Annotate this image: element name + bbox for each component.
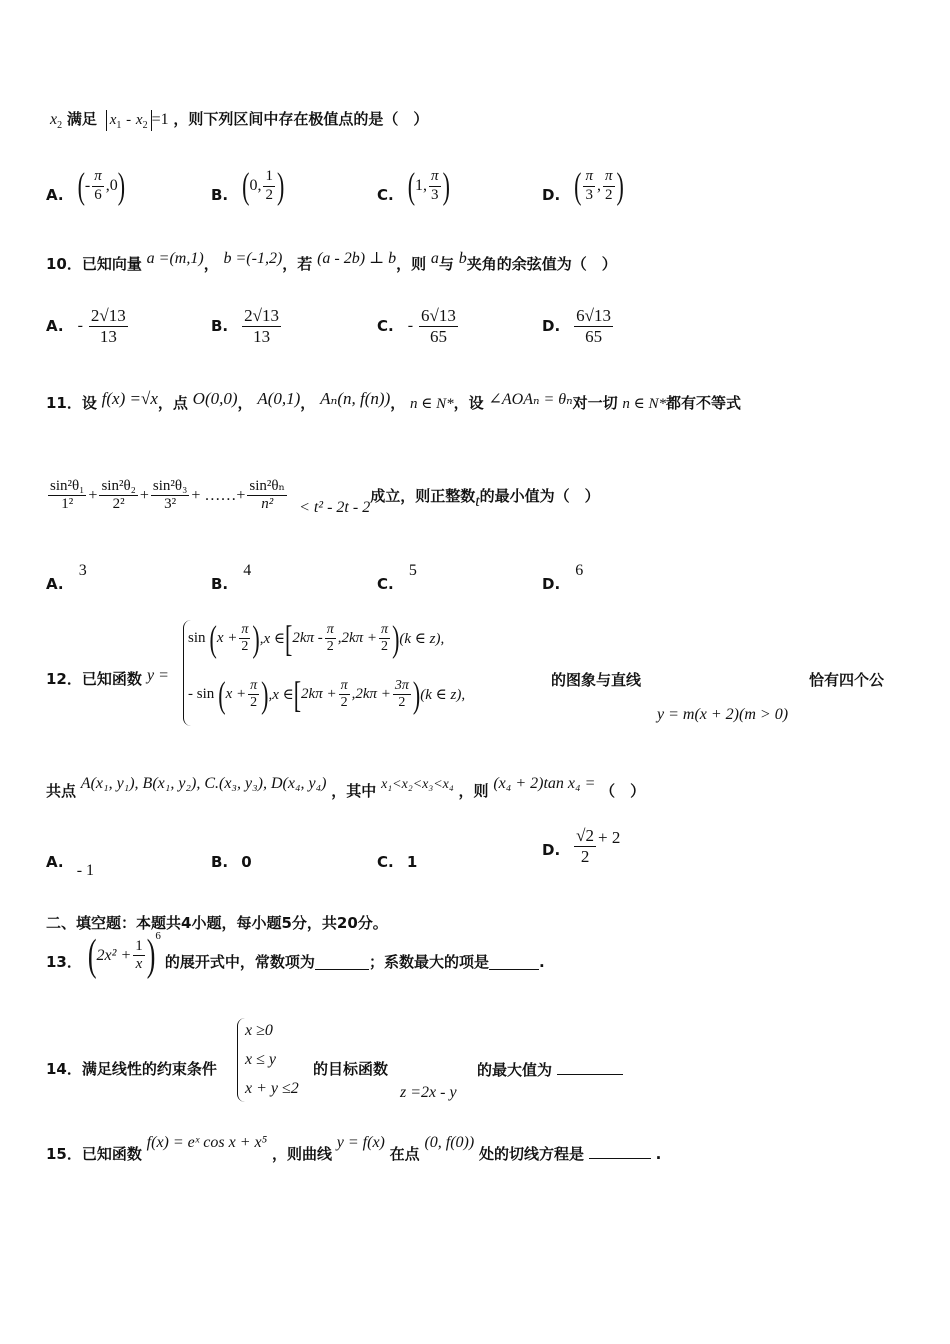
q15-stem: 15．已知函数 f(x) = eˣ cos x + x⁵ ，则曲线 y = f(x) 在点 (0, f(0)) 处的切线方程是 . <box>46 1134 662 1163</box>
q12-piece-2: - sin ( x + $\frac{\pi}{2}$ ) ,x ∈ [ 2kπ + $\frac{\pi}{2}$ ,2kπ + $\frac{3\pi}{2}$ ) (k ∈ z), <box>188 672 466 715</box>
q11-option-a[interactable]: A. 3 <box>46 562 87 593</box>
q12-line: y = m(x + 2)(m > 0) <box>657 706 789 723</box>
q13-stem: 13． ( 2x² + $\frac{1}{x}$ ) 6 的展开式中，常数项为 ；系数最大的项是 . <box>46 929 545 980</box>
q10-option-c[interactable]: C. - $\frac{6√13}{65}$ <box>377 306 456 346</box>
q13-blank-2[interactable] <box>489 953 539 970</box>
q10-vector-a: a =(m,1) <box>146 250 204 267</box>
q14-blank[interactable] <box>557 1058 623 1075</box>
q10-stem: 10．已知向量 a =(m,1)， b =(-1,2)，若 (a - 2b) ⊥ b，则 a与 b夹角的余弦值为（ ） <box>46 250 617 273</box>
q12-label: 12．已知函数 y = <box>46 667 169 688</box>
q9-option-c[interactable]: C. ( 1, $\frac{\pi}{3}$ ) <box>377 163 450 207</box>
q15-number: 15． <box>46 1145 82 1163</box>
q9-abs: $x_1 - x_2$ <box>106 110 152 131</box>
q14-text-2: 的目标函数 <box>313 1060 389 1078</box>
q12-option-d[interactable]: D. $\frac{√2}{2}$ + 2 <box>542 826 621 866</box>
q10-vector-b: b =(-1,2) <box>223 250 283 267</box>
q12-piece-1: sin ( x + $\frac{\pi}{2}$ ) ,x ∈ [ 2kπ - $\frac{\pi}{2}$ ,2kπ + $\frac{\pi}{2}$ ) (k ∈ z), <box>188 616 445 659</box>
q12-text-3: 恰有四个公 <box>809 671 885 689</box>
q12-option-a[interactable]: A. - 1 <box>46 853 95 879</box>
q11-number: 11． <box>46 394 82 412</box>
q13-blank-1[interactable] <box>315 953 369 970</box>
q13-number: 13． <box>46 953 82 972</box>
q14-label: 14．满足线性的约束条件 <box>46 1060 217 1078</box>
q9-option-b[interactable]: B. ( 0, $\frac{1}{2}$ ) <box>211 163 285 207</box>
section-heading: 二、填空题：本题共4小题，每小题5分，共20分。 <box>46 914 388 932</box>
q14-constraint-2: x ≤ y <box>245 1051 276 1068</box>
q10-number: 10． <box>46 255 82 273</box>
q9-option-a[interactable]: A. ( - $\frac{\pi}{6}$ ,0 ) <box>46 163 126 207</box>
q14-number: 14． <box>46 1060 82 1078</box>
q14-constraint-1: x ≥0 <box>245 1022 273 1039</box>
q14-text-3: 的最大值为 <box>477 1058 623 1080</box>
q14-objective: z =2x - y <box>400 1084 457 1101</box>
q15-blank[interactable] <box>589 1142 651 1159</box>
q9-abs-eq: =1 <box>151 111 169 128</box>
q12-number: 12． <box>46 670 82 688</box>
q11-inequality: $\frac{\text{sin²θ₁}}{\text{1²}}$ + $\frac{\text{sin²θ₂}}{\text{2²}}$ + $\frac{\text{sin²θ₃}}{\text{3²}}$ + ……+ $\frac{\text{sin²θₙ}}{\text{n²}}$ < t² - 2t - 2 成立，则正整数 t 的最小值为（ ） <box>50 478 600 516</box>
q9-stem <box>50 108 428 131</box>
q9-var: $x_2$ <box>50 111 63 132</box>
q14-constraint-3: x + y ≤2 <box>245 1080 299 1097</box>
q10-option-d[interactable]: D. $\frac{6√13}{65}$ <box>542 306 611 346</box>
q9-text-1: 满足 <box>66 110 97 128</box>
q9-text-2: ，则下列区间中存在极值点的是（ ） <box>173 110 429 128</box>
q12-option-b[interactable]: B. 0 <box>211 853 252 871</box>
q12-text-2: 的图象与直线 <box>551 671 642 689</box>
q11-option-d[interactable]: D. 6 <box>542 562 584 593</box>
q10-option-a[interactable]: A. - $\frac{2√13}{13}$ <box>46 306 126 346</box>
q12-option-c[interactable]: C. 1 <box>377 853 418 871</box>
q10-option-b[interactable]: B. $\frac{2√13}{13}$ <box>211 306 279 346</box>
q11-option-c[interactable]: C. 5 <box>377 562 417 593</box>
q11-stem: 11．设 f(x) =√x，点 O(0,0)， A(0,1)， Aₙ(n, f(n))， n ∈ N*，设 ∠AOAₙ = θₙ对一切 n ∈ N*都有不等式 <box>46 389 742 412</box>
q12-stem-2: 共点 A(x₁, y₁), B(x₁, y₂), C.(x₃, y₃), D(x₄, y₄) ，其中 x₁<x₂<x₃<x₄ ，则 (x₄ + 2)tan x₄ = （ ） <box>46 775 646 800</box>
q10-condition: (a - 2b) ⊥ b <box>317 250 397 267</box>
q9-option-d[interactable]: D. ( $\frac{\pi}{3}$ , $\frac{\pi}{2}$ ) <box>542 163 624 207</box>
q11-option-b[interactable]: B. 4 <box>211 562 252 593</box>
